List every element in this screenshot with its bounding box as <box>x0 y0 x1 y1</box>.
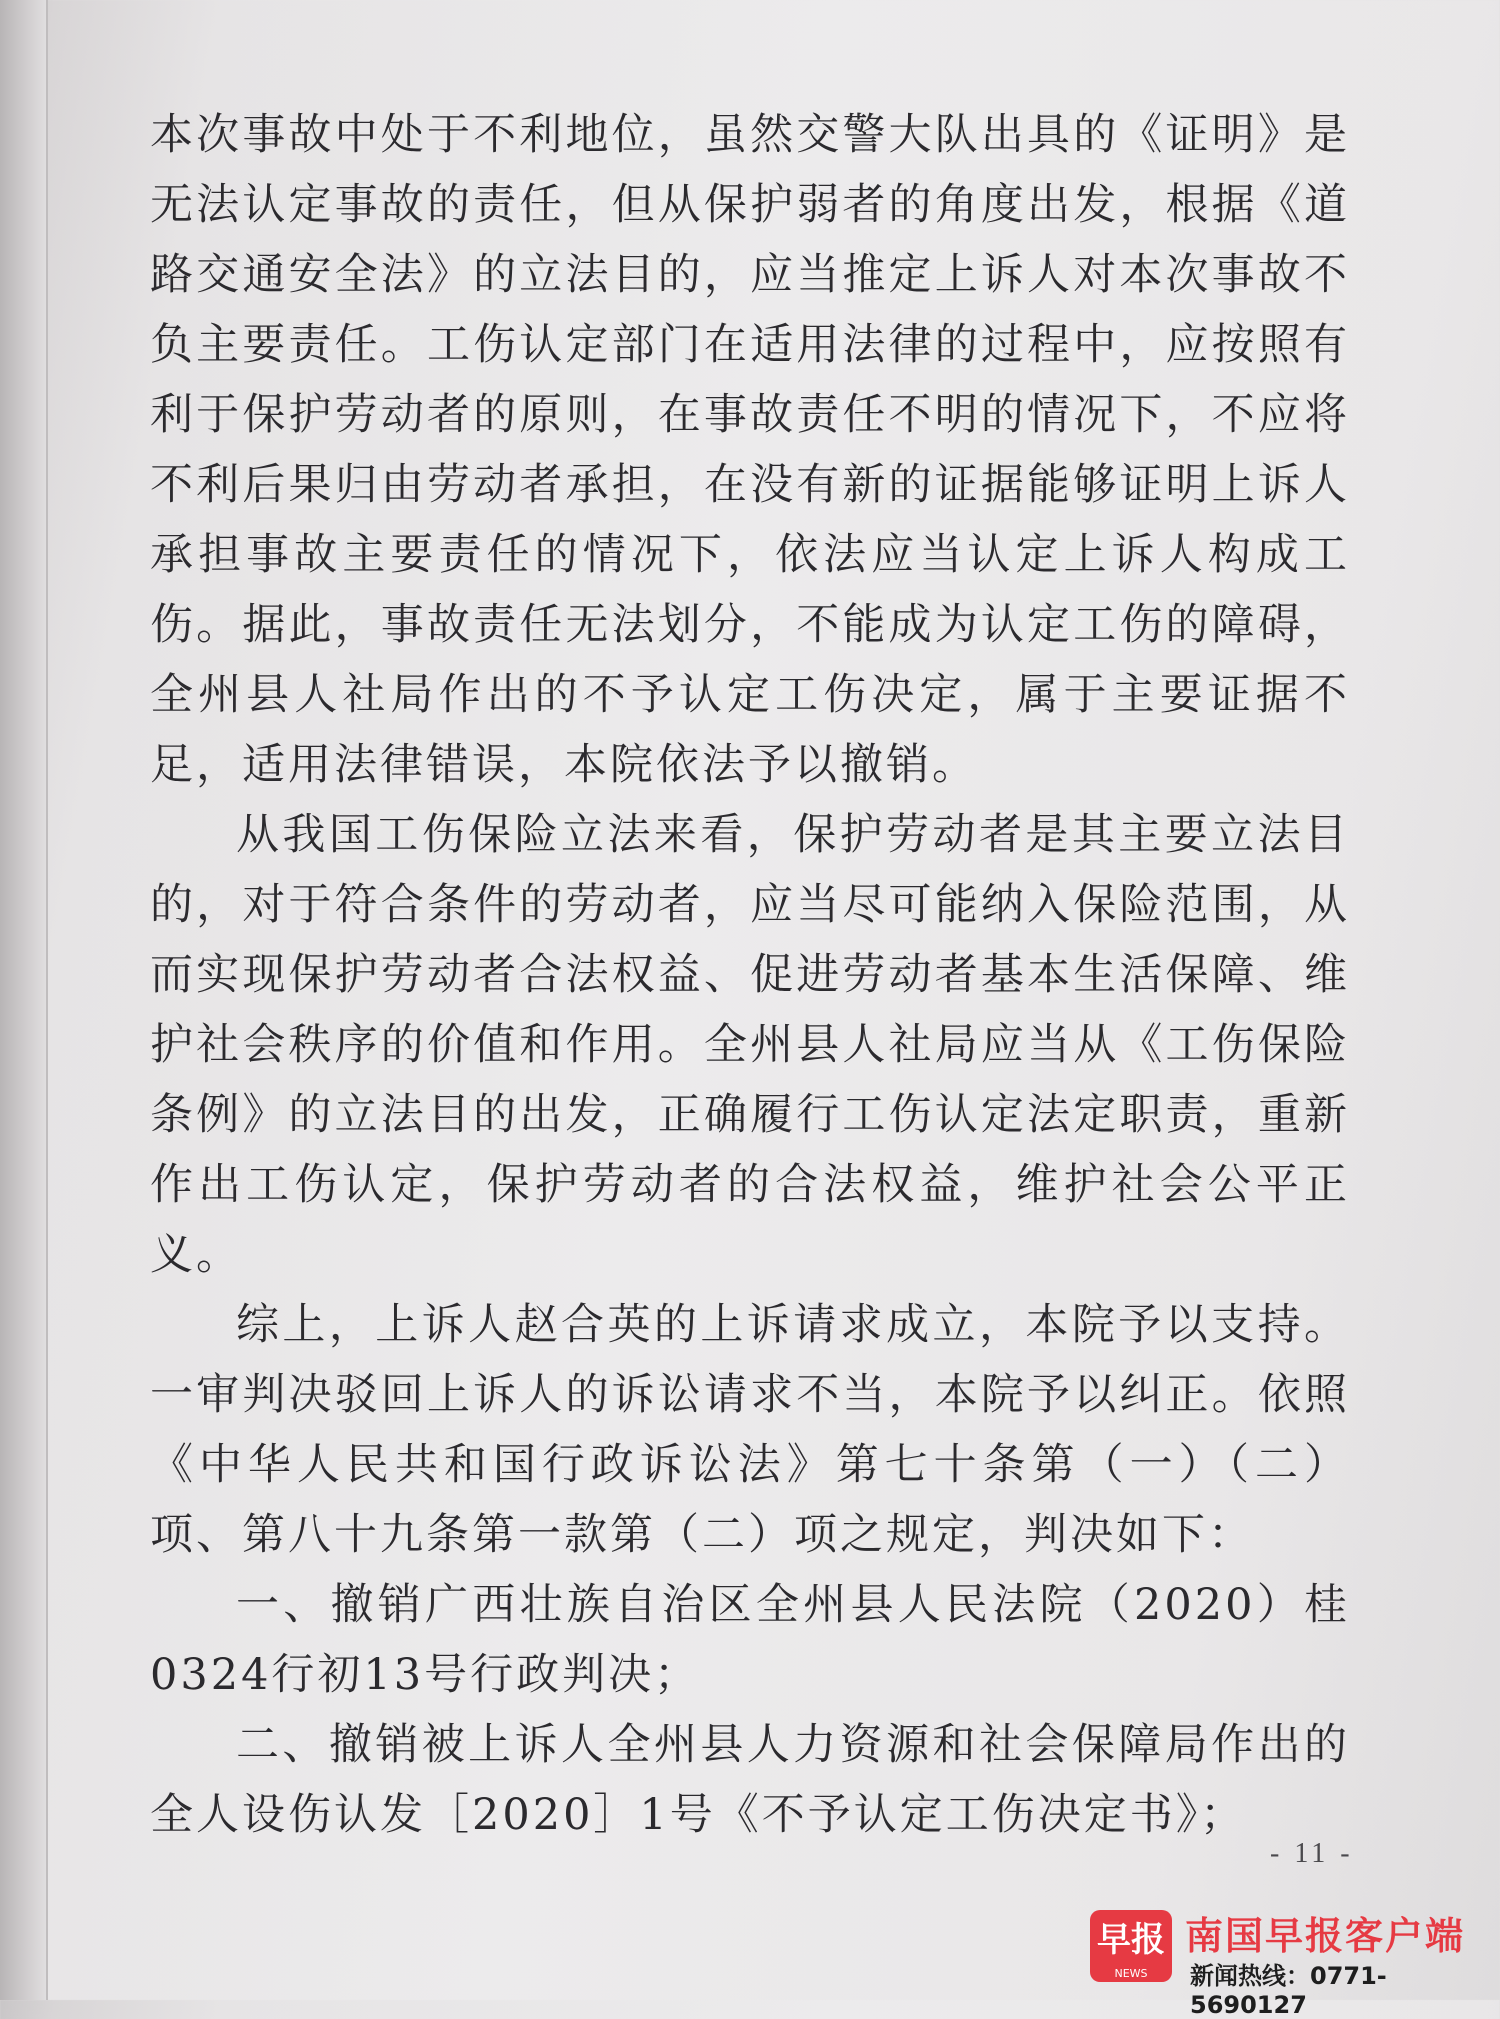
judgment-item-1: 一、撤销广西壮族自治区全州县人民法院（2020）桂0324行初13号行政判决； <box>150 1580 1350 1700</box>
paragraph-conclusion: 综上，上诉人赵合英的上诉请求成立，本院予以支持。一审判决驳回上诉人的诉讼请求不当，本院予以纠正。依照《中华人民共和国行政诉讼法》第七十条第（一）（二）项、第八十九条第一款第（二）项之规定，判决如下： <box>150 1300 1350 1560</box>
logo-subtext: NEWS <box>1114 1967 1148 1980</box>
judgment-item-2: 二、撤销被上诉人全州县人力资源和社会保障局作出的全人设伤认发［2020］1号《不予认定工伤决定书》； <box>150 1720 1350 1840</box>
page-binding-edge <box>0 0 48 2000</box>
page-edge-line <box>46 0 48 2000</box>
brand-name: 南国早报客户端 <box>1185 1914 1466 1958</box>
document-body <box>150 100 1350 1850</box>
logo-text: 早报 <box>1097 1920 1165 1960</box>
paragraph-continuation: 本次事故中处于不利地位，虽然交警大队出具的《证明》是无法认定事故的责任，但从保护弱者的角度出发，根据《道路交通安全法》的立法目的，应当推定上诉人对本次事故不负主要责任。工伤认定部门在适用法律的过程中，应按照有利于保护劳动者的原则，在事故责任不明的情况下，不应将不利后果归由劳动者承担，在没有新的证据能够证明上诉人承担事故主要责任的情况下，依法应当认定上诉人构成工伤。据此，事故责任无法划分，不能成为认定工伤的障碍，全州县人社局作出的不予认定工伤决定，属于主要证据不足，适用法律错误，本院依法予以撤销。 <box>150 110 1350 790</box>
paragraph-legislative-purpose: 从我国工伤保险立法来看，保护劳动者是其主要立法目的，对于符合条件的劳动者，应当尽可能纳入保险范围，从而实现保护劳动者合法权益、促进劳动者基本生活保障、维护社会秩序的价值和作用。全州县人社局应当从《工伤保险条例》的立法目的出发，正确履行工伤认定法定职责，重新作出工伤认定，保护劳动者的合法权益，维护社会公平正义。 <box>150 810 1350 1280</box>
newspaper-logo <box>1090 1910 1172 1982</box>
page-number: - 11 - <box>1270 1838 1354 1869</box>
news-hotline: 新闻热线：0771-5690127 <box>1190 1962 1387 2019</box>
